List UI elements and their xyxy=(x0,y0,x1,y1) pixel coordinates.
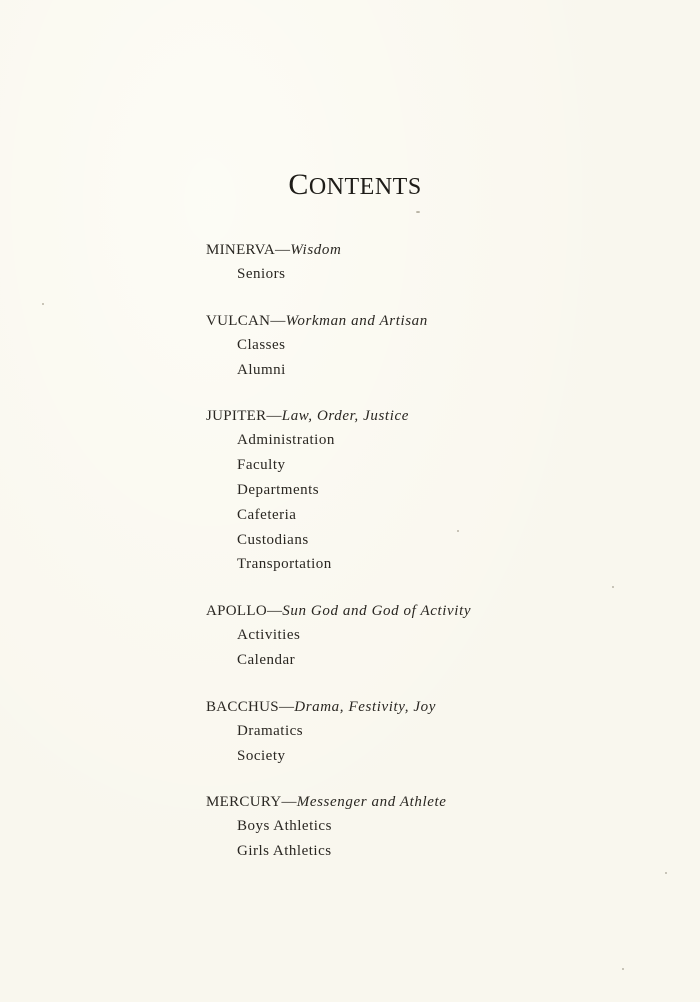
section-heading xyxy=(206,695,666,719)
section-jupiter xyxy=(206,404,666,577)
section-subtitle: Sun God and God of Activity xyxy=(282,603,472,620)
section-subtitle: Law, Order, Justice xyxy=(281,408,409,425)
page-title-rest: ONTENTS xyxy=(308,174,422,200)
section-subtitle: Wisdom xyxy=(290,242,342,258)
contents-entry[interactable]: Dramatics xyxy=(237,722,304,739)
contents-entry[interactable]: Faculty xyxy=(237,457,286,474)
contents-entry[interactable]: Departments xyxy=(237,481,320,498)
section-separator: — xyxy=(270,312,286,329)
contents-entry[interactable]: Alumni xyxy=(237,361,286,378)
section-name: MINERVA xyxy=(206,242,275,258)
section-mercury xyxy=(206,790,666,864)
contents-entry[interactable]: Calendar xyxy=(237,651,296,668)
section-subtitle: Messenger and Athlete xyxy=(296,794,447,811)
section-apollo xyxy=(206,599,666,673)
section-heading xyxy=(206,404,666,428)
paper-speck xyxy=(42,303,44,305)
section-subtitle: Drama, Festivity, Joy xyxy=(294,698,437,715)
section-heading xyxy=(206,238,666,262)
contents-entry[interactable]: Cafeteria xyxy=(237,506,297,523)
section-subtitle: Workman and Artisan xyxy=(285,312,428,329)
page-title xyxy=(0,168,700,202)
section-separator: — xyxy=(274,242,291,258)
section-bacchus xyxy=(206,695,666,769)
section-name: BACCHUS xyxy=(206,698,279,715)
contents-entry[interactable]: Transportation xyxy=(237,556,332,573)
section-minerva xyxy=(206,238,666,287)
section-heading xyxy=(206,790,666,814)
contents-entry[interactable]: Boys Athletics xyxy=(237,818,332,835)
section-heading xyxy=(206,599,666,623)
paper-speck xyxy=(416,211,420,213)
table-of-contents xyxy=(206,238,666,886)
section-name: APOLLO xyxy=(206,603,267,620)
paper-speck xyxy=(622,968,624,970)
contents-entry[interactable]: Administration xyxy=(237,432,335,449)
section-name: MERCURY xyxy=(206,794,282,811)
section-vulcan xyxy=(206,309,666,383)
section-separator: — xyxy=(266,603,283,620)
section-separator: — xyxy=(266,408,282,425)
contents-entry[interactable]: Seniors xyxy=(237,266,286,282)
contents-entry[interactable]: Custodians xyxy=(237,531,309,548)
contents-entry[interactable]: Society xyxy=(237,747,286,764)
page-title-initial: C xyxy=(288,168,309,201)
contents-entry[interactable]: Girls Athletics xyxy=(237,843,332,860)
section-name: JUPITER xyxy=(206,408,267,425)
section-separator: — xyxy=(278,698,295,715)
section-separator: — xyxy=(281,794,297,811)
section-heading xyxy=(206,309,666,333)
contents-entry[interactable]: Classes xyxy=(237,336,286,353)
contents-entry[interactable]: Activities xyxy=(237,627,301,644)
section-name: VULCAN xyxy=(206,312,271,329)
